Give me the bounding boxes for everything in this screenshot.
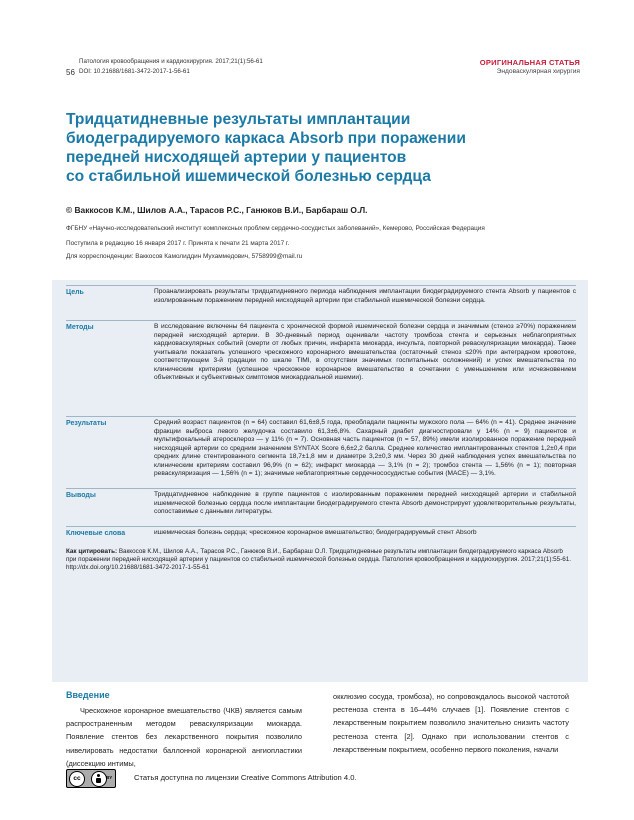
article-title — [66, 110, 546, 186]
doi-line[interactable]: DOI: 10.21688/1681-3472-2017-1-56-61 — [79, 68, 190, 75]
title-line: Тридцатидневные результаты имплантации — [66, 111, 411, 128]
abstract-row-aim — [66, 285, 576, 319]
by-label: BY — [106, 775, 113, 780]
correspondence: Для корреспонденции: Ваккосов Камолиддин Мухаммедович, 5758999@mail.ru — [66, 253, 303, 260]
page-number: 56 — [66, 68, 75, 77]
abstract-label: Выводы — [66, 492, 96, 499]
abstract-label: Результаты — [66, 420, 107, 427]
paragraph: Чрескожное коронарное вмешательство (ЧКВ) является самым распространенным методом реваскуляризации миокарда. Появление стентов без лекарственного покрытия позволило нивелировать недостатки баллонной коронарной ангиопластики (диссекцию интимы, — [66, 706, 302, 768]
cc-license-badge[interactable] — [66, 769, 116, 788]
abstract-label: Методы — [66, 324, 94, 331]
abstract-text: ишемическая болезнь сердца; чрескожное коронарное вмешательство; биодеградируемый стент Absorb — [154, 529, 477, 536]
how-to-cite — [66, 548, 574, 573]
subsection-label: Эндоваскулярная хирургия — [496, 68, 580, 75]
cc-icon: cc — [69, 771, 85, 787]
abstract-label: Ключевые слова — [66, 530, 126, 537]
title-line: передней нисходящей артерии у пациентов — [66, 149, 407, 166]
abstract-text: Средний возраст пациентов (n = 64) составил 61,6±8,5 года, преобладали пациенты мужского пола — 64% (n = 41). Среднее значение фракции выброса левого желудочка составило 61,3±6,8%. Сахарный диабет диагностировали у 14% (n = 9) пациентов и мультифокальный атеросклероз — у 11% (n = 7). Основная часть пациентов (n = 57, 89%) имели изолированное поражение передней нисходящей артерии со средним значением SYNTAX Score 6,6±2,2 балла. Среднее количество имплантированных стентов 1,2±0,4 при средних длине стентированного сегмента 18,7±1,8 мм и диаметре 3,2±0,3 мм. Через 30 дней наблюдения успех вмешательства по клиническим критериям составил 96,9% (n = 62); инфаркт миокарда — 3,1% (n = 2); тромбоз стента — 1,56% (n = 1); повторная реваскуляризация — 1,56% (n = 1); значимые неблагоприятные сердечнососудистые события (MACE) — 3,1%. — [154, 419, 576, 477]
body-column-left — [66, 704, 302, 770]
abstract-text: Проанализировать результаты тридцатидневного периода наблюдения имплантации биодеградируемого стента Absorb у пациентов с изолированным поражением передней нисходящей артерии при стабильной ишемической болезни сердца. — [154, 288, 576, 304]
title-line: биодеградируемого каркаса Absorb при поражении — [66, 130, 466, 147]
title-line: со стабильной ишемической болезнью сердца — [66, 168, 431, 185]
abstract-text: Тридцатидневное наблюдение в группе пациентов с изолированным поражением передней нисходящей артерии и стабильной ишемической болезнью сердца после имплантации биодеградируемого стента Absorb демонстрирует удовлетворительные результаты, сопоставимые с данными литературы. — [154, 491, 576, 515]
license-text: Статья доступна по лицензии Creative Commons Attribution 4.0. — [134, 773, 357, 782]
body-column-right — [333, 690, 569, 756]
abstract-text: В исследование включены 64 пациента с хронической формой ишемической болезни сердца и значимым (стеноз ≥70%) поражением передней нисходящей артерии. В 30-дневный период оценивали частоту тромбоза стента и серьезных неблагоприятных кардиоваскулярных событий (смерти от любых причин, инфаркта миокарда, инсульта, повторной реваскуляризации миокарда). Также учитывали показатель успешного чрескожного коронарного вмешательства (остаточный стеноз ≤20% при антеградном кровотоке, соответствующем 3-й градации по шкале TIMI, в отсутствии значимых госпитальных осложнений) и успех вмешательства по клиническим критериям (успешное чрескожное коронарное вмешательство в сочетании с уменьшением или исчезновением объективных и субъективных симптомов миокардиальной ишемии). — [154, 323, 576, 381]
cite-text: Ваккосов К.М., Шилов А.А., Тарасов Р.С., Ганюков В.И., Барбараш О.Л. Тридцатидневные результаты имплантации биодеградируемого каркаса Absorb при поражении передней нисходящей артерии у пациентов со стабильной ишемической болезнью сердца. Патология кровообращения и кардиохирургия. 2017;21(1):55-61. http://dx.doi.org/10.21688/1681-3472-2017-1-55-61 — [66, 548, 572, 572]
authors: © Ваккосов К.М., Шилов А.А., Тарасов Р.С., Ганюков В.И., Барбараш О.Л. — [66, 205, 368, 215]
section-heading-intro: Введение — [66, 690, 110, 700]
affiliation: ФГБНУ «Научно-исследовательский институт комплексных проблем сердечно-сосудистых заболеваний», Кемерово, Российская Федерация — [66, 225, 485, 232]
section-label: ОРИГИНАЛЬНАЯ СТАТЬЯ — [479, 58, 580, 67]
abstract-label: Цель — [66, 289, 84, 296]
journal-citation-line: Патология кровообращения и кардиохирургия. 2017;21(1):56-61 — [79, 58, 263, 65]
abstract-row-methods — [66, 320, 576, 415]
abstract-row-results — [66, 416, 576, 487]
abstract-row-keywords — [66, 526, 576, 543]
received-dates: Поступила в редакцию 16 января 2017 г. Принята к печати 21 марта 2017 г. — [66, 240, 290, 247]
paragraph: окклюзию сосуда, тромбоза), но сопровождалось высокой частотой рестеноза стента в 16–44% случаев [1]. Появление стентов с лекарственным покрытием позволило значительно снизить частоту рестеноза стента [2]. Однако при использовании стентов с лекарственным покрытием, особенно первого поколения, начали — [333, 692, 569, 754]
cite-label: Как цитировать: — [66, 548, 118, 555]
abstract-row-conclusions — [66, 488, 576, 525]
attribution-person-icon — [91, 771, 107, 787]
